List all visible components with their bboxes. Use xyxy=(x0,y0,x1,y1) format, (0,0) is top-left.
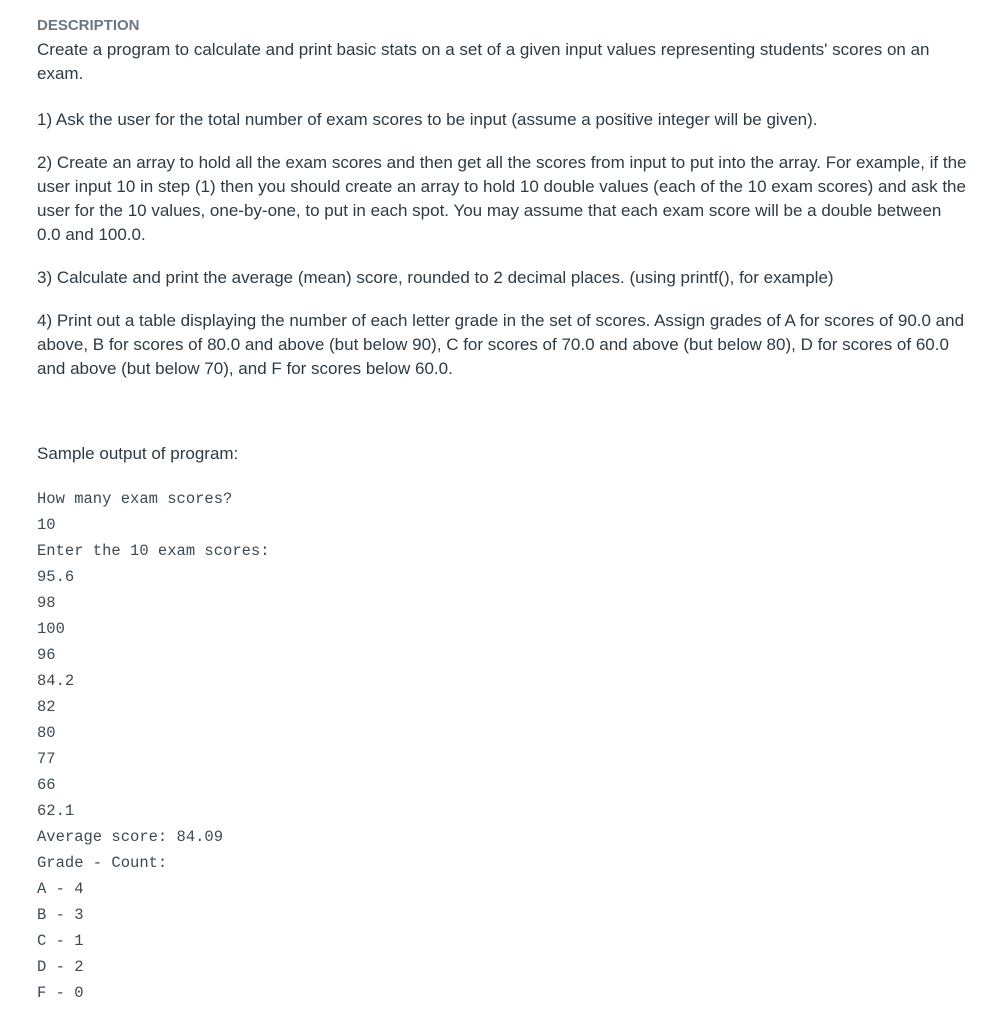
sample-output-line: Enter the 10 exam scores: xyxy=(37,542,270,560)
sample-output-line: 62.1 xyxy=(37,802,75,820)
sample-output-line: How many exam scores? xyxy=(37,490,233,508)
sample-output-line: 82 xyxy=(37,698,56,716)
sample-output-line: D - 2 xyxy=(37,958,84,976)
sample-output-line: A - 4 xyxy=(37,880,84,898)
section-heading: DESCRIPTION xyxy=(37,17,140,34)
sample-output-line: 95.6 xyxy=(37,568,75,586)
sample-output-line: C - 1 xyxy=(37,932,84,950)
sample-output-line: 100 xyxy=(37,620,65,638)
step-3-paragraph: 3) Calculate and print the average (mean) score, rounded to 2 decimal places. (using printf(), for example) xyxy=(37,268,834,287)
step-4-paragraph: 4) Print out a table displaying the number of each letter grade in the set of scores. Assign grades of A for scores of 90.0 and above, B for scores of 80.0 and above (but below 90), C for scores of 70.0 and above (but below 80), D for scores of 60.0 and above (but below 70), and F for scores below 60.0. xyxy=(37,311,965,378)
sample-output-line: B - 3 xyxy=(37,906,84,924)
sample-output-line: 96 xyxy=(37,646,56,664)
sample-output-line: 77 xyxy=(37,750,56,768)
sample-output-line: Grade - Count: xyxy=(37,854,168,872)
intro-paragraph: Create a program to calculate and print basic stats on a set of a given input values representing students' scores on an exam. xyxy=(37,40,930,83)
sample-output-block xyxy=(37,486,967,1006)
sample-output-label: Sample output of program: xyxy=(37,444,239,463)
step-1-paragraph: 1) Ask the user for the total number of exam scores to be input (assume a positive integer will be given). xyxy=(37,110,818,129)
sample-output-line: 80 xyxy=(37,724,56,742)
sample-output-line: 10 xyxy=(37,516,56,534)
sample-output-line: 66 xyxy=(37,776,56,794)
step-2-paragraph: 2) Create an array to hold all the exam scores and then get all the scores from input to put into the array. For example, if the user input 10 in step (1) then you should create an array to hold 10 double values (each of the 10 exam scores) and ask the user for the 10 values, one-by-one, to put in each spot. You may assume that each exam score will be a double between 0.0 and 100.0. xyxy=(37,153,967,244)
sample-output-line: Average score: 84.09 xyxy=(37,828,224,846)
assignment-description xyxy=(37,14,967,1006)
sample-output-line: 84.2 xyxy=(37,672,75,690)
sample-output-line: 98 xyxy=(37,594,56,612)
sample-output-line: F - 0 xyxy=(37,984,84,1002)
